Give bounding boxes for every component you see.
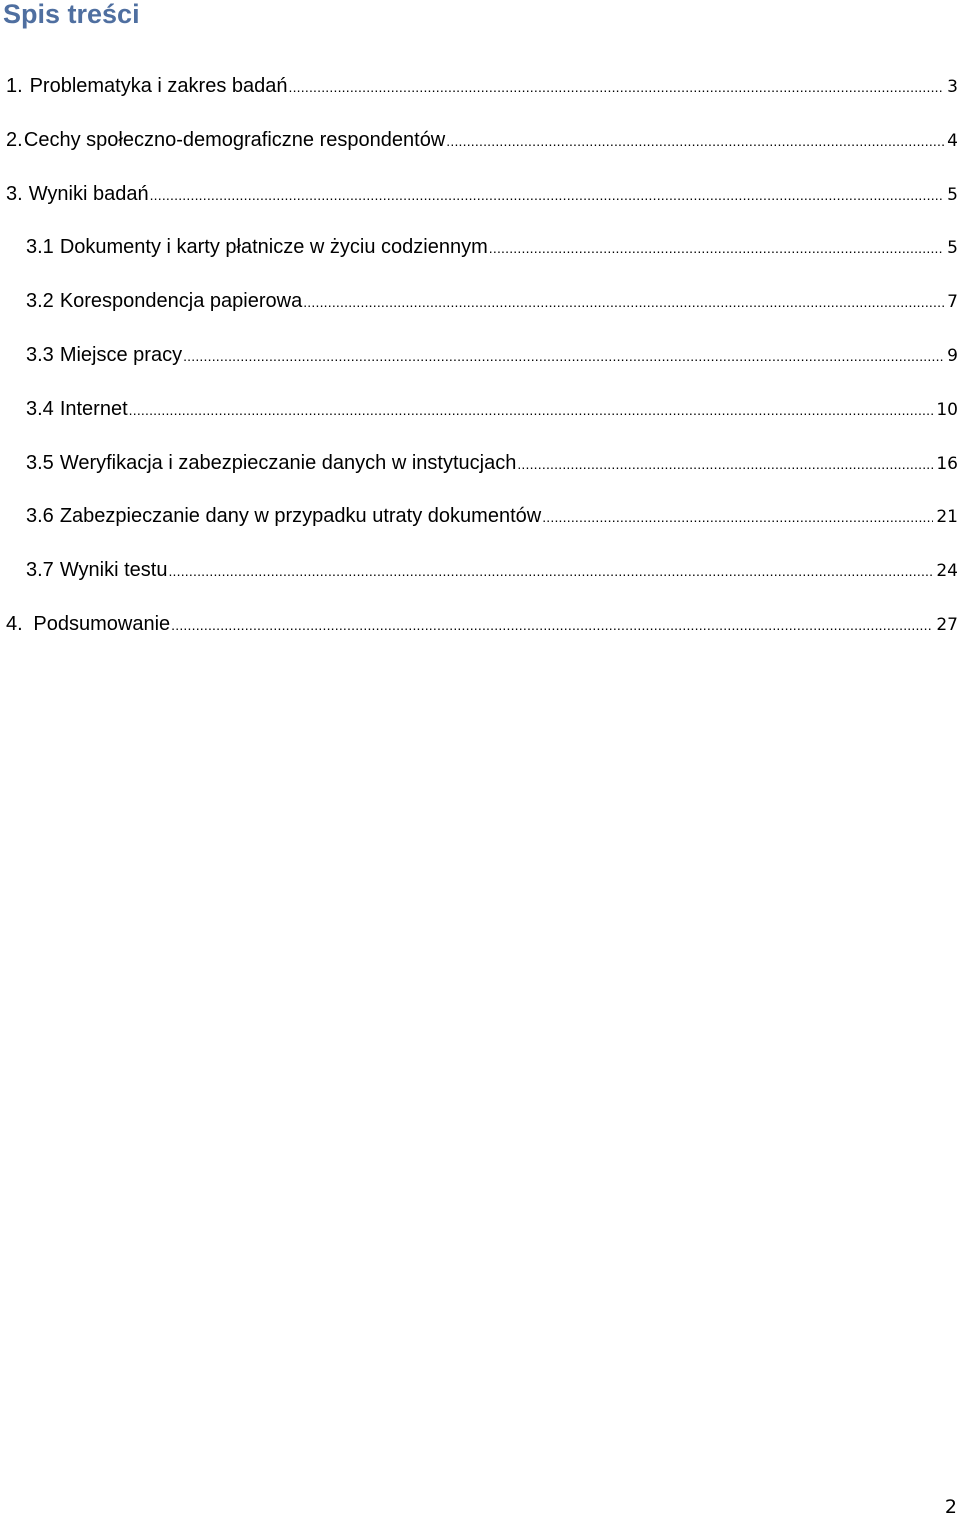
toc-entry-page: 21 — [936, 507, 958, 528]
dot-leader — [303, 287, 944, 317]
dot-leader — [171, 610, 933, 640]
dot-leader — [168, 556, 933, 586]
toc-entry-3-1[interactable] — [0, 232, 960, 286]
toc-entry-1[interactable] — [0, 71, 960, 125]
toc-entry-label: Problematyka i zakres badań — [29, 75, 288, 97]
toc-entry-3-5[interactable] — [0, 448, 960, 502]
toc-entry-label: Internet — [59, 397, 128, 420]
page-number: 2 — [944, 1496, 957, 1518]
toc-entry-number: 2. — [6, 128, 23, 151]
toc-entry-number: 3. — [6, 182, 23, 205]
toc-entry-page: 3 — [947, 77, 958, 97]
toc-entry-3-4[interactable] — [0, 394, 960, 448]
dot-leader — [289, 72, 945, 102]
toc-entry-label: Podsumowanie — [33, 612, 171, 635]
dot-leader — [542, 502, 933, 532]
toc-entry-number: 3.6 — [26, 505, 54, 528]
toc-entry-3-2[interactable] — [0, 286, 960, 340]
toc-entry-number: 3.1 — [26, 236, 54, 259]
toc-entry-label: Cechy społeczno-demograficzne respondentów — [23, 128, 446, 151]
toc-entry-number: 4. — [6, 612, 23, 635]
toc-entry-page: 10 — [936, 399, 958, 420]
toc-entry-number: 3.3 — [26, 343, 54, 366]
toc-entry-3-6[interactable] — [0, 501, 960, 555]
toc-title: Spis treści — [3, 0, 140, 29]
toc-entry-page: 24 — [936, 561, 958, 582]
dot-leader — [489, 233, 944, 263]
toc-entry-number: 3.2 — [26, 290, 54, 313]
toc-entry-label: Korespondencja papierowa — [59, 290, 303, 313]
toc-entry-label: Wyniki badań — [28, 182, 149, 205]
toc-entry-number: 3.7 — [26, 559, 54, 582]
toc-entry-page: 5 — [947, 238, 958, 259]
toc-entry-3-3[interactable] — [0, 340, 960, 394]
toc-entry-number: 1. — [6, 75, 23, 97]
toc-entry-label: Miejsce pracy — [59, 343, 183, 366]
toc-entry-label: Zabezpieczanie dany w przypadku utraty dokumentów — [59, 505, 542, 528]
toc-entry-3-7[interactable] — [0, 555, 960, 609]
toc-entry-page: 4 — [947, 130, 958, 151]
toc-entry-number: 3.5 — [26, 451, 54, 474]
toc-entry-page: 5 — [947, 184, 958, 205]
toc-entry-label: Dokumenty i karty płatnicze w życiu codziennym — [59, 236, 488, 259]
toc-entry-page: 27 — [936, 614, 958, 635]
toc-entry-label: Wyniki testu — [59, 559, 168, 582]
table-of-contents — [0, 71, 960, 663]
dot-leader — [517, 449, 933, 479]
dot-leader — [183, 341, 944, 371]
toc-entry-page: 7 — [947, 292, 958, 313]
toc-entry-3[interactable] — [0, 179, 960, 233]
toc-entry-2[interactable] — [0, 125, 960, 179]
dot-leader — [150, 180, 945, 210]
toc-entry-label: Weryfikacja i zabezpieczanie danych w instytucjach — [59, 451, 517, 474]
toc-entry-page: 16 — [936, 453, 958, 474]
toc-entry-4[interactable] — [0, 609, 960, 663]
toc-entry-number: 3.4 — [26, 397, 54, 420]
dot-leader — [129, 395, 934, 425]
toc-entry-page: 9 — [947, 345, 958, 366]
dot-leader — [446, 126, 944, 156]
